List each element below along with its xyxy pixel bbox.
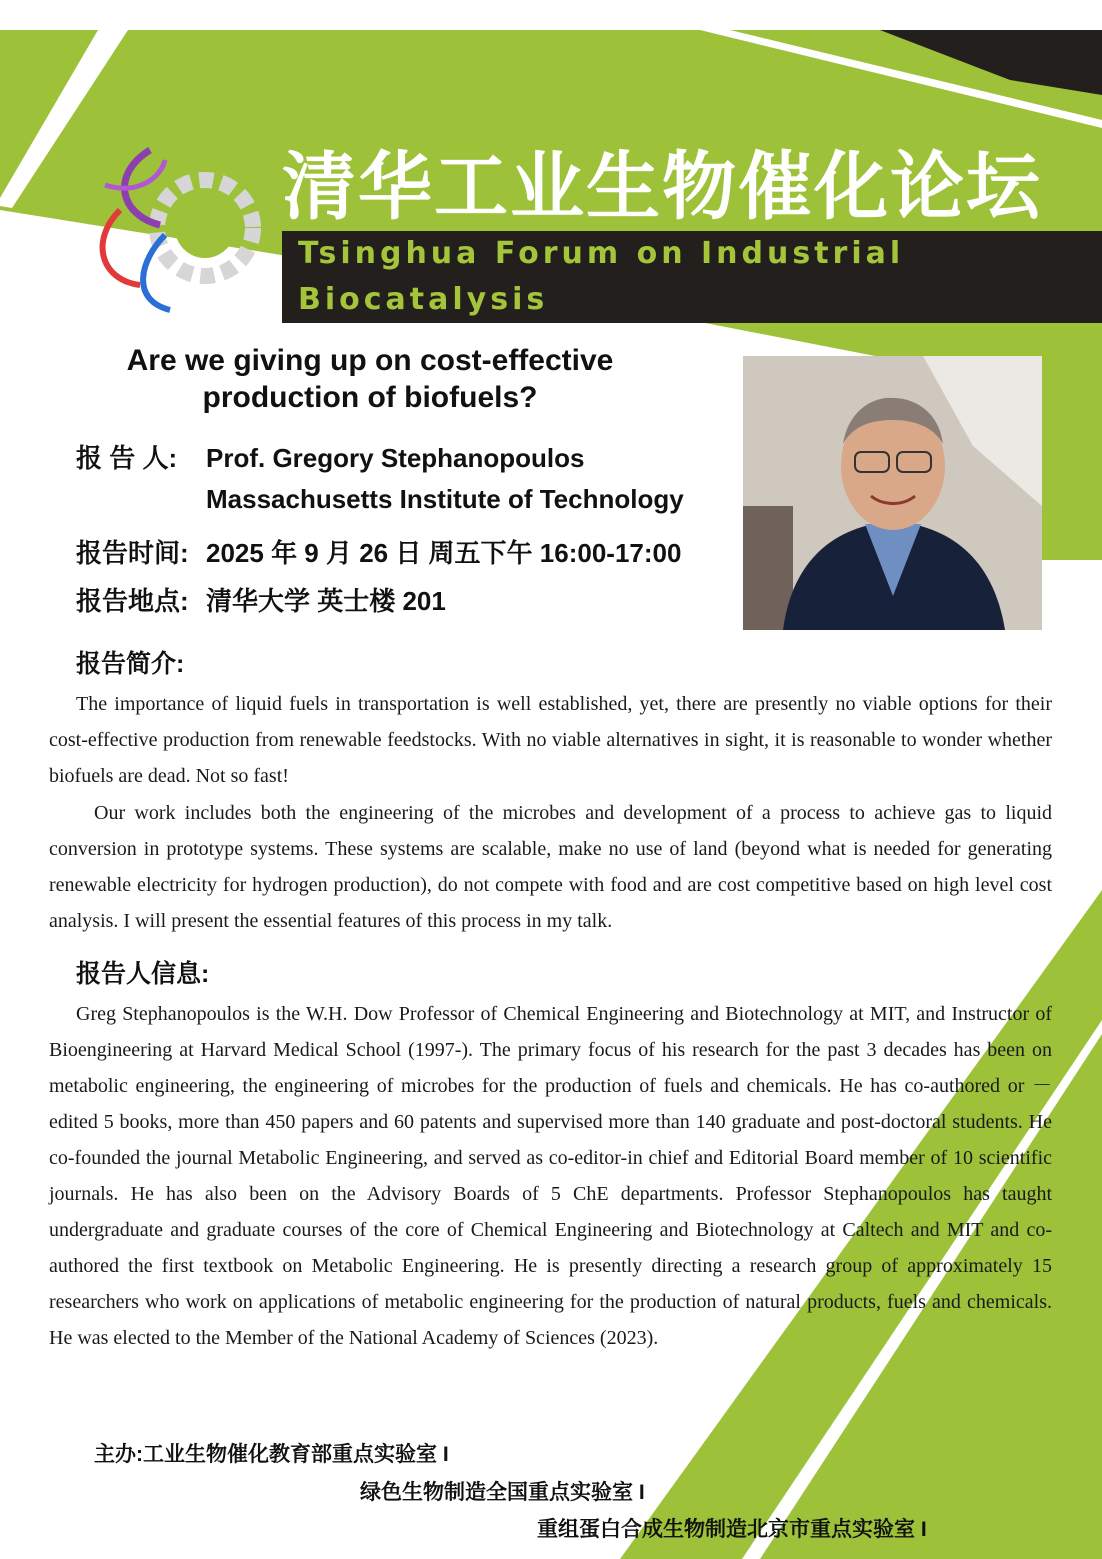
time-label: 报告时间: [76, 538, 189, 568]
place-value: 清华大学 英士楼 201 [206, 586, 446, 616]
speaker-name: Prof. Gregory Stephanopoulos [206, 443, 585, 473]
speaker-photo [743, 356, 1042, 630]
speaker-row [76, 438, 584, 475]
bio-paragraph: Greg Stephanopoulos is the W.H. Dow Professor of Chemical Engineering and Biotechnology at MIT, and Instructor of Bioengineering at Harvard Medical School (1997-). The primary focus of his research for the past 3 decades has been on metabolic engineering, the engineering of microbes for the production of fuels and chemicals. He has co-authored or －edited 5 books, more than 450 papers and 60 patents and supervised more than 140 graduate and post-doctoral students. He co-founded the journal Metabolic Engineering, and served as co-editor-in chief and Editorial Board member of 10 scientific journals. He has also been on the Advisory Boards of 5 ChE departments. Professor Stephanopoulos has taught undergraduate and graduate courses of the core of Chemical Engineering and Biotechnology at Caltech and MIT and co-authored the first textbook on Metabolic Engineering. He is presently directing a research group of approximately 15 researchers who work on applications of metabolic engineering for the production of natural products, fuels and chemicals. He was elected to the Member of the National Academy of Sciences (2023). [49, 1003, 1052, 1349]
abstract-paragraph-2: Our work includes both the engineering of the microbes and development of a process to achieve gas to liquid conversion in prototype systems. These systems are scalable, make no use of land (beyond what is needed for generating renewable electricity for hydrogen production), do not compete with food and are cost competitive based on high level cost analysis. I will present the essential features of this process in my talk. [49, 802, 1052, 932]
speaker-label: 报 告 人: [76, 443, 178, 473]
talk-title: Are we giving up on cost-effective production of biofuels? [126, 344, 614, 414]
forum-title-en-line2: Biocatalysis [298, 282, 549, 317]
place-label: 报告地点: [76, 586, 189, 616]
time-row [76, 533, 681, 570]
time-value: 2025 年 9 月 26 日 周五下午 16:00-17:00 [206, 538, 682, 568]
abstract-paragraph-1: The importance of liquid fuels in transportation is well established, yet, there are presently no viable options for their cost-effective production from renewable feedstocks. With no viable alternatives in sight, it is reasonable to wonder whether biofuels are dead. Not so fast! [49, 693, 1052, 787]
host-line-1: 主办:工业生物催化教育部重点实验室 I [94, 1443, 449, 1466]
right-green-wedge [1042, 330, 1102, 560]
forum-title-en-line1: Tsinghua Forum on Industrial [298, 236, 905, 271]
host-line-2: 绿色生物制造全国重点实验室 I [360, 1481, 645, 1504]
forum-title-zh: 清华工业生物催化论坛 [282, 144, 1042, 230]
place-row [76, 581, 446, 618]
host-line-3: 重组蛋白合成生物制造北京市重点实验室 I [537, 1518, 927, 1541]
abstract-heading: 报告简介: [76, 650, 185, 678]
bio-heading: 报告人信息: [76, 960, 210, 988]
speaker-affiliation: Massachusetts Institute of Technology [206, 484, 684, 514]
